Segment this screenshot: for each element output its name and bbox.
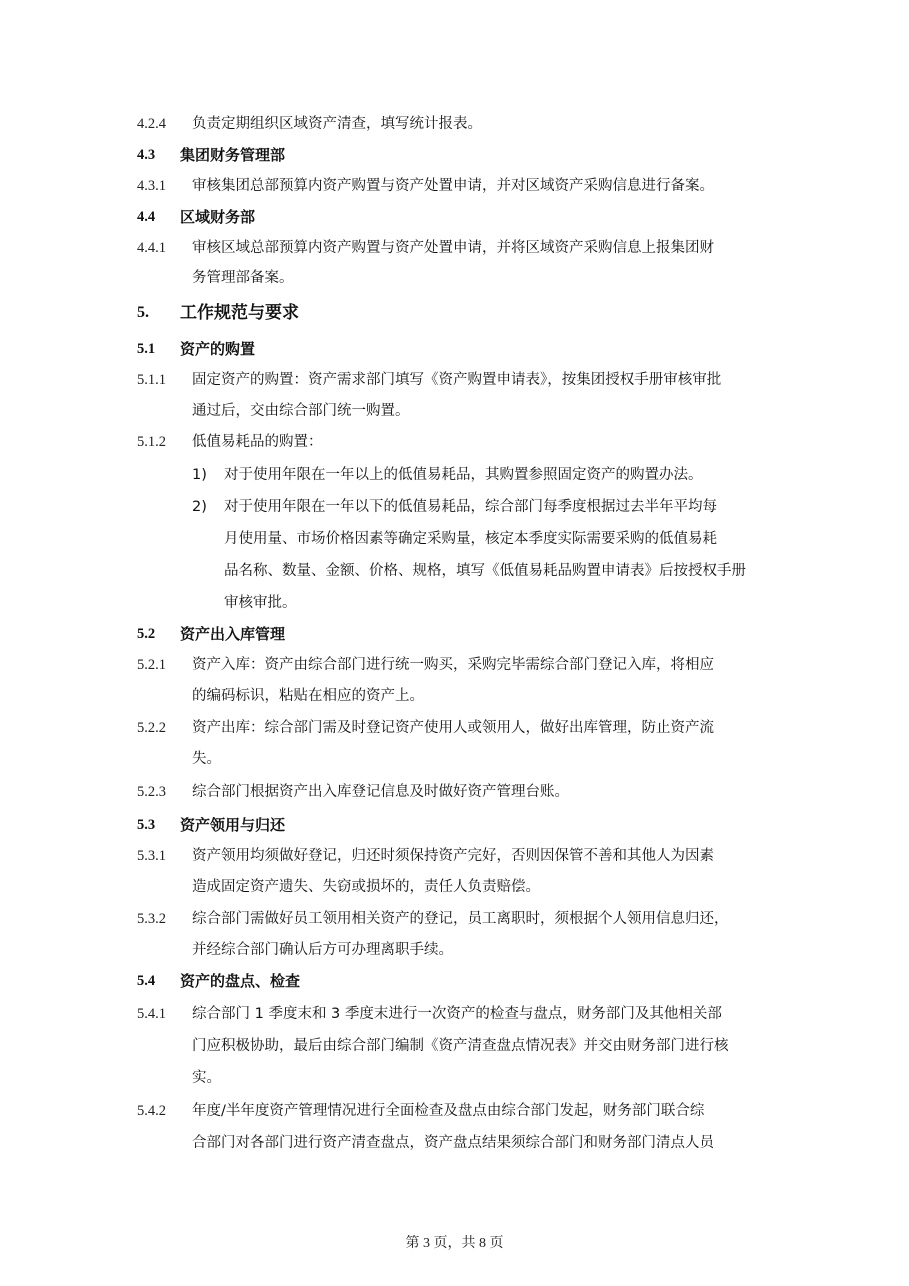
clause-number: 5.1.1 <box>137 372 166 388</box>
list-text: 对于使用年限在一年以上的低值易耗品，其购置参照固定资产的购置办法。 <box>224 467 703 483</box>
clause-text: 并经综合部门确认后方可办理离职手续。 <box>192 942 453 958</box>
clause-text: 年度/半年度资产管理情况进行全面检查及盘点由综合部门发起，财务部门联合综 <box>192 1103 705 1119</box>
clause-text: 实。 <box>192 1070 221 1086</box>
clause-text: 资产领用均须做好登记，归还时须保持资产完好，否则因保管不善和其他人为因素 <box>192 848 714 864</box>
clause-text: 务管理部备案。 <box>192 270 294 286</box>
list-item-2-continued <box>224 561 746 581</box>
clause-number: 4.3.1 <box>137 178 166 194</box>
heading-number: 5.1 <box>137 341 156 357</box>
clause-text: 失。 <box>192 751 221 767</box>
clause-text: 造成固定资产遗失、失窃或损坏的，责任人负责赔偿。 <box>192 879 540 895</box>
clause-number: 5.2.3 <box>137 784 166 800</box>
heading-number: 4.3 <box>137 147 156 163</box>
list-text: 审核审批。 <box>224 595 297 611</box>
clause-text: 的编码标识，粘贴在相应的资产上。 <box>192 688 424 704</box>
item-5-4-1-continued <box>192 1036 729 1056</box>
clause-text: 综合部门 1 季度末和 3 季度末进行一次资产的检查与盘点，财务部门及其他相关部 <box>192 1006 722 1022</box>
list-text: 对于使用年限在一年以下的低值易耗品，综合部门每季度根据过去半年平均每 <box>224 499 717 515</box>
clause-number: 4.4.1 <box>137 240 166 256</box>
clause-text: 综合部门需做好员工领用相关资产的登记，员工离职时，须根据个人领用信息归还， <box>192 911 729 927</box>
heading-text: 资产领用与归还 <box>180 816 286 834</box>
clause-text: 负责定期组织区域资产清查，填写统计报表。 <box>192 116 482 132</box>
clause-number: 5.3.1 <box>137 848 166 864</box>
clause-number: 5.3.2 <box>137 911 166 927</box>
clause-text: 审核集团总部预算内资产购置与资产处置申请，并对区域资产采购信息进行备案。 <box>192 178 714 194</box>
item-5-3-2-continued <box>192 940 453 960</box>
clause-number: 5.4.2 <box>137 1103 166 1119</box>
clause-number: 5.4.1 <box>137 1006 166 1022</box>
clause-number: 5.2.1 <box>137 657 166 673</box>
clause-text: 低值易耗品的购置： <box>192 434 323 450</box>
item-5-2-2-continued <box>192 749 221 769</box>
heading-text: 集团财务管理部 <box>180 146 286 164</box>
heading-number: 5.3 <box>137 817 156 833</box>
item-5-2-1-continued <box>192 686 424 706</box>
heading-text: 工作规范与要求 <box>180 303 299 323</box>
heading-number: 5.2 <box>137 626 156 642</box>
page-footer: 第 3 页，共 8 页 <box>405 1236 504 1251</box>
item-5-1-1-continued <box>192 401 410 421</box>
clause-text: 固定资产的购置：资产需求部门填写《资产购置申请表》，按集团授权手册审核审批 <box>192 372 722 388</box>
list-text: 月使用量、市场价格因素等确定采购量，核定本季度实际需要采购的低值易耗 <box>224 531 717 547</box>
clause-text: 通过后，交由综合部门统一购置。 <box>192 403 410 419</box>
heading-text: 资产的购置 <box>180 340 256 358</box>
clause-text: 审核区域总部预算内资产购置与资产处置申请，并将区域资产采购信息上报集团财 <box>192 240 714 256</box>
list-text: 品名称、数量、金额、价格、规格，填写《低值易耗品购置申请表》后按授权手册 <box>224 563 746 579</box>
clause-text: 资产入库：资产由综合部门进行统一购买，采购完毕需综合部门登记入库，将相应 <box>192 657 714 673</box>
heading-number: 5. <box>137 304 149 321</box>
clause-text: 门应积极协助，最后由综合部门编制《资产清查盘点情况表》并交由财务部门进行核 <box>192 1038 729 1054</box>
heading-text: 资产的盘点、检查 <box>180 972 301 990</box>
list-item-2-continued <box>224 593 297 613</box>
clause-number: 4.2.4 <box>137 116 166 132</box>
item-5-4-2-continued <box>192 1133 714 1153</box>
list-item-2-continued <box>224 529 717 549</box>
list-number: 2) <box>192 499 207 515</box>
heading-text: 区域财务部 <box>180 208 256 226</box>
heading-number: 5.4 <box>137 973 156 989</box>
item-4-4-1-continued <box>192 268 294 288</box>
item-5-4-1-continued <box>192 1068 221 1088</box>
clause-text: 资产出库：综合部门需及时登记资产使用人或领用人，做好出库管理，防止资产流 <box>192 720 714 736</box>
clause-text: 综合部门根据资产出入库登记信息及时做好资产管理台账。 <box>192 784 569 800</box>
item-5-3-1-continued <box>192 877 540 897</box>
list-number: 1) <box>192 467 207 483</box>
clause-number: 5.1.2 <box>137 434 166 450</box>
clause-number: 5.2.2 <box>137 720 166 736</box>
heading-text: 资产出入库管理 <box>180 625 286 643</box>
heading-number: 4.4 <box>137 209 156 225</box>
clause-text: 合部门对各部门进行资产清查盘点，资产盘点结果须综合部门和财务部门清点人员 <box>192 1135 714 1151</box>
